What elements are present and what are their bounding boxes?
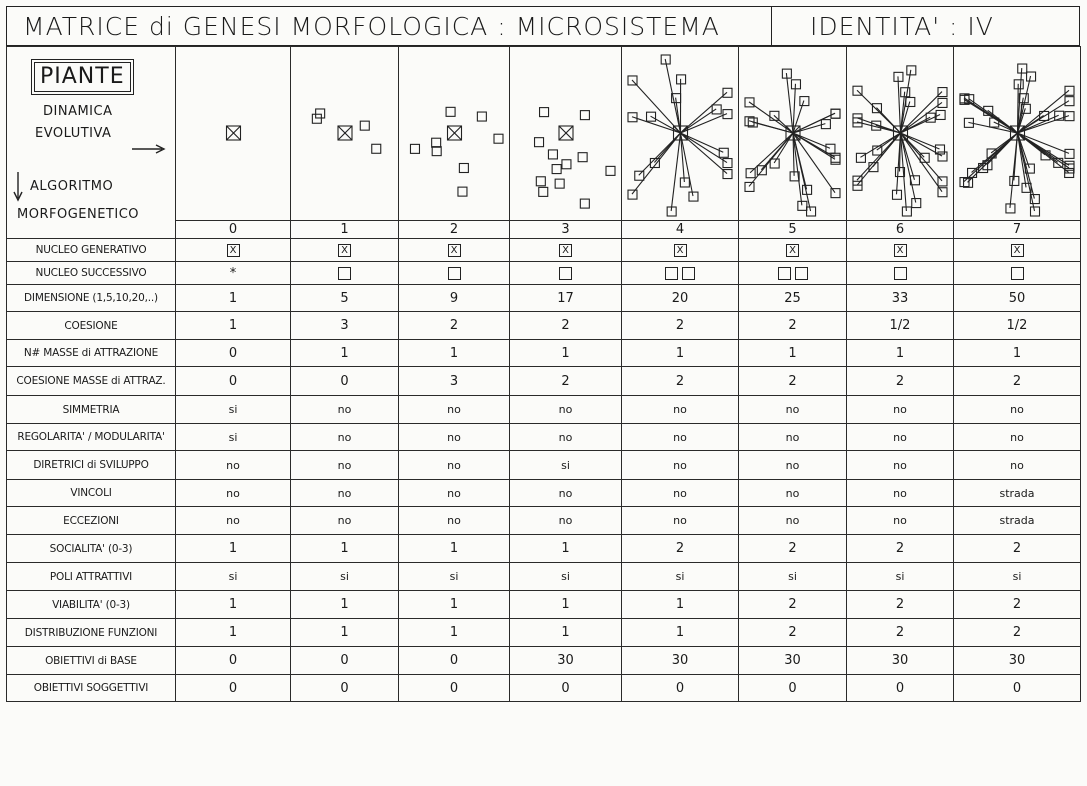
row-label: COESIONE MASSE di ATTRAZ. [7,367,176,396]
row-label: SOCIALITA' (0-3) [7,535,176,563]
table-row [7,535,1081,563]
table-cell: 1 [510,340,622,367]
square-icon [682,267,695,280]
page-title: MATRICE di GENESI MORFOLOGICA : MICROSISTEMA [6,6,772,46]
plan-cell-0 [176,47,291,221]
table-row [7,262,1081,285]
table-cell: no [399,507,510,535]
table-cell: 1 [176,591,291,619]
table-cell: no [847,396,954,424]
table-cell: 1 [847,340,954,367]
plan-sketch-7 [954,47,1081,219]
table-cell: no [739,480,847,507]
boxed-x-icon: X [227,244,240,257]
table-cell: strada [954,480,1081,507]
plan-sketch-5 [739,47,847,219]
table-cell: si [291,563,399,591]
table-row [7,507,1081,535]
stage-number: 4 [622,220,739,238]
table-cell: no [510,480,622,507]
plan-cell-1 [291,47,399,221]
square-icon [894,267,907,280]
table-cell: no [847,451,954,480]
boxed-x-icon: X [338,244,351,257]
piante-label: PIANTE [34,62,131,92]
row-label: ECCEZIONI [7,507,176,535]
table-cell: 30 [510,647,622,675]
table-cell: no [291,424,399,451]
table-cell: no [399,451,510,480]
table-cell: 1 [510,535,622,563]
table-cell: no [291,480,399,507]
nucleus-symbol [399,239,510,262]
table-row [7,285,1081,312]
plan-cell-5 [739,47,847,221]
nucleus-symbol [847,239,954,262]
dinamica-label-2: EVOLUTIVA [35,126,112,141]
table-cell: no [847,424,954,451]
table-cell: 1 [176,535,291,563]
plan-sketch-1 [291,47,399,219]
table-cell: 0 [399,647,510,675]
plan-sketch-6 [847,47,954,219]
table-cell: 0 [847,675,954,702]
table-cell: 0 [622,675,739,702]
table-cell: 2 [739,591,847,619]
table-cell: 2 [739,619,847,647]
table-cell: 1 [954,340,1081,367]
algoritmo-label-2: MORFOGENETICO [17,207,140,222]
square-icon [559,267,572,280]
row-label: DIMENSIONE (1,5,10,20,..) [7,285,176,312]
plan-sketch-0 [176,47,291,219]
table-cell: no [399,424,510,451]
table-cell: si [847,563,954,591]
table-row [7,239,1081,262]
arrow-down-icon [13,172,23,202]
table-cell: 17 [510,285,622,312]
table-cell: no [622,480,739,507]
row-label: VIABILITA' (0-3) [7,591,176,619]
row-label: VINCOLI [7,480,176,507]
table-cell: si [954,563,1081,591]
table-cell: no [291,507,399,535]
plan-cell-4 [622,47,739,221]
table-cell: 33 [847,285,954,312]
successor-symbol [847,262,954,285]
table-cell: no [510,507,622,535]
plan-cell-6 [847,47,954,221]
table-cell: 1/2 [954,312,1081,340]
row-label: OBIETTIVI di BASE [7,647,176,675]
row-label: POLI ATTRATTIVI [7,563,176,591]
table-cell: 9 [399,285,510,312]
table-cell: no [291,451,399,480]
stage-number: 3 [510,220,622,238]
table-cell: no [622,507,739,535]
table-cell: 30 [954,647,1081,675]
table-cell: 1 [399,340,510,367]
table-cell: 0 [399,675,510,702]
plan-cell-2 [399,47,510,221]
table-cell: 30 [622,647,739,675]
table-cell: no [954,424,1081,451]
table-cell: si [176,396,291,424]
row-label: N# MASSE di ATTRAZIONE [7,340,176,367]
dinamica-label-1: DINAMICA [43,104,113,119]
stage-number: 0 [176,220,291,238]
table-cell: no [954,396,1081,424]
table-cell: no [510,396,622,424]
identity-label: IDENTITA' : IV [772,6,1080,46]
table-cell: no [739,507,847,535]
square-icon [448,267,461,280]
table-cell: no [739,424,847,451]
table-row [7,619,1081,647]
arrow-right-icon [132,144,166,154]
stage-number: 1 [291,220,399,238]
table-cell: 2 [622,367,739,396]
table-cell: 50 [954,285,1081,312]
plan-sketch-4 [622,47,739,219]
stage-number: 6 [847,220,954,238]
table-cell: 1/2 [847,312,954,340]
square-icon [778,267,791,280]
square-icon [795,267,808,280]
table-cell: no [510,424,622,451]
table-cell: 2 [510,367,622,396]
table-cell: 0 [176,340,291,367]
table-cell: 20 [622,285,739,312]
table-cell: si [739,563,847,591]
table-row [7,396,1081,424]
nucleus-symbol [291,239,399,262]
table-cell: 25 [739,285,847,312]
table-cell: 30 [739,647,847,675]
successor-symbol [954,262,1081,285]
table-cell: 2 [622,312,739,340]
table-row [7,675,1081,702]
table-cell: 2 [847,535,954,563]
table-cell: 0 [291,367,399,396]
table-cell: 1 [399,591,510,619]
table-cell: 0 [291,647,399,675]
table-cell: 2 [954,535,1081,563]
table-cell: 1 [739,340,847,367]
table-cell: 0 [739,675,847,702]
table-cell: 2 [739,367,847,396]
square-icon [1011,267,1024,280]
row-label: DIRETRICI di SVILUPPO [7,451,176,480]
table-cell: 1 [176,619,291,647]
table-cell: 2 [847,619,954,647]
table-cell: 1 [176,312,291,340]
table-cell: 2 [954,591,1081,619]
table-cell: 1 [622,591,739,619]
table-cell: 2 [847,367,954,396]
table-cell: 1 [510,619,622,647]
table-cell: 0 [954,675,1081,702]
square-icon [338,267,351,280]
table-cell: no [622,396,739,424]
table-cell: 0 [176,367,291,396]
table-cell: no [847,480,954,507]
boxed-x-icon: X [786,244,799,257]
plan-sketch-3 [510,47,622,219]
successor-symbol [510,262,622,285]
plans-row [7,47,1081,221]
row-label: COESIONE [7,312,176,340]
table-cell: si [399,563,510,591]
table-cell: no [399,396,510,424]
successor-symbol [622,262,739,285]
table-cell: no [622,451,739,480]
successor-symbol [399,262,510,285]
row-label: OBIETTIVI SOGGETTIVI [7,675,176,702]
table-cell: no [954,451,1081,480]
stage-number: 5 [739,220,847,238]
stage-number: 7 [954,220,1081,238]
table-row [7,451,1081,480]
table-cell: 2 [739,312,847,340]
table-cell: 3 [291,312,399,340]
table-cell: 0 [176,675,291,702]
boxed-x-icon: X [674,244,687,257]
table-cell: 2 [739,535,847,563]
table-cell: 2 [954,619,1081,647]
table-cell: no [399,480,510,507]
row-label: REGOLARITA' / MODULARITA' [7,424,176,451]
plan-sketch-2 [399,47,510,219]
square-icon [665,267,678,280]
table-cell: si [176,563,291,591]
boxed-x-icon: X [894,244,907,257]
nucleus-symbol [176,239,291,262]
table-cell: si [510,451,622,480]
successor-symbol [291,262,399,285]
table-cell: no [622,424,739,451]
table-row [7,591,1081,619]
table-cell: 1 [622,340,739,367]
table-cell: no [176,480,291,507]
table-cell: 2 [510,312,622,340]
nucleus-symbol [510,239,622,262]
morphology-matrix [6,46,1081,702]
table-cell: 0 [291,675,399,702]
table-cell: 1 [622,619,739,647]
table-cell: no [291,396,399,424]
table-cell: 0 [176,647,291,675]
table-cell: 2 [622,535,739,563]
table-cell: 5 [291,285,399,312]
row-label: DISTRIBUZIONE FUNZIONI [7,619,176,647]
table-cell: 1 [291,591,399,619]
successor-symbol [739,262,847,285]
table-row [7,340,1081,367]
table-cell: si [510,563,622,591]
stage-number: 2 [399,220,510,238]
boxed-x-icon: X [1011,244,1024,257]
table-cell: si [622,563,739,591]
table-cell: no [739,396,847,424]
table-row [7,563,1081,591]
table-cell: no [176,507,291,535]
table-cell: 1 [510,591,622,619]
nucleus-symbol [622,239,739,262]
table-cell: 3 [399,367,510,396]
table-cell: 1 [399,535,510,563]
table-row [7,647,1081,675]
table-cell: no [739,451,847,480]
table-cell: 1 [291,535,399,563]
nucleus-symbol [739,239,847,262]
table-cell: no [847,507,954,535]
row-label: NUCLEO GENERATIVO [7,239,176,262]
matrix-sheet [6,6,1080,776]
boxed-x-icon: X [559,244,572,257]
algoritmo-label-1: ALGORITMO [30,179,114,194]
table-cell: si [176,424,291,451]
table-row [7,312,1081,340]
corner-cell [7,47,176,239]
table-cell: 2 [954,367,1081,396]
row-label: NUCLEO SUCCESSIVO [7,262,176,285]
table-cell: 1 [399,619,510,647]
nucleus-symbol [954,239,1081,262]
table-cell: 30 [847,647,954,675]
table-row [7,367,1081,396]
table-cell: 1 [291,340,399,367]
table-cell: 2 [399,312,510,340]
table-row [7,424,1081,451]
table-cell: 1 [291,619,399,647]
plan-cell-7 [954,47,1081,221]
table-row [7,480,1081,507]
successor-symbol: * [176,262,291,285]
table-cell: 0 [510,675,622,702]
table-cell: strada [954,507,1081,535]
row-label: SIMMETRIA [7,396,176,424]
table-cell: no [176,451,291,480]
plan-cell-3 [510,47,622,221]
table-cell: 2 [847,591,954,619]
table-cell: 1 [176,285,291,312]
boxed-x-icon: X [448,244,461,257]
